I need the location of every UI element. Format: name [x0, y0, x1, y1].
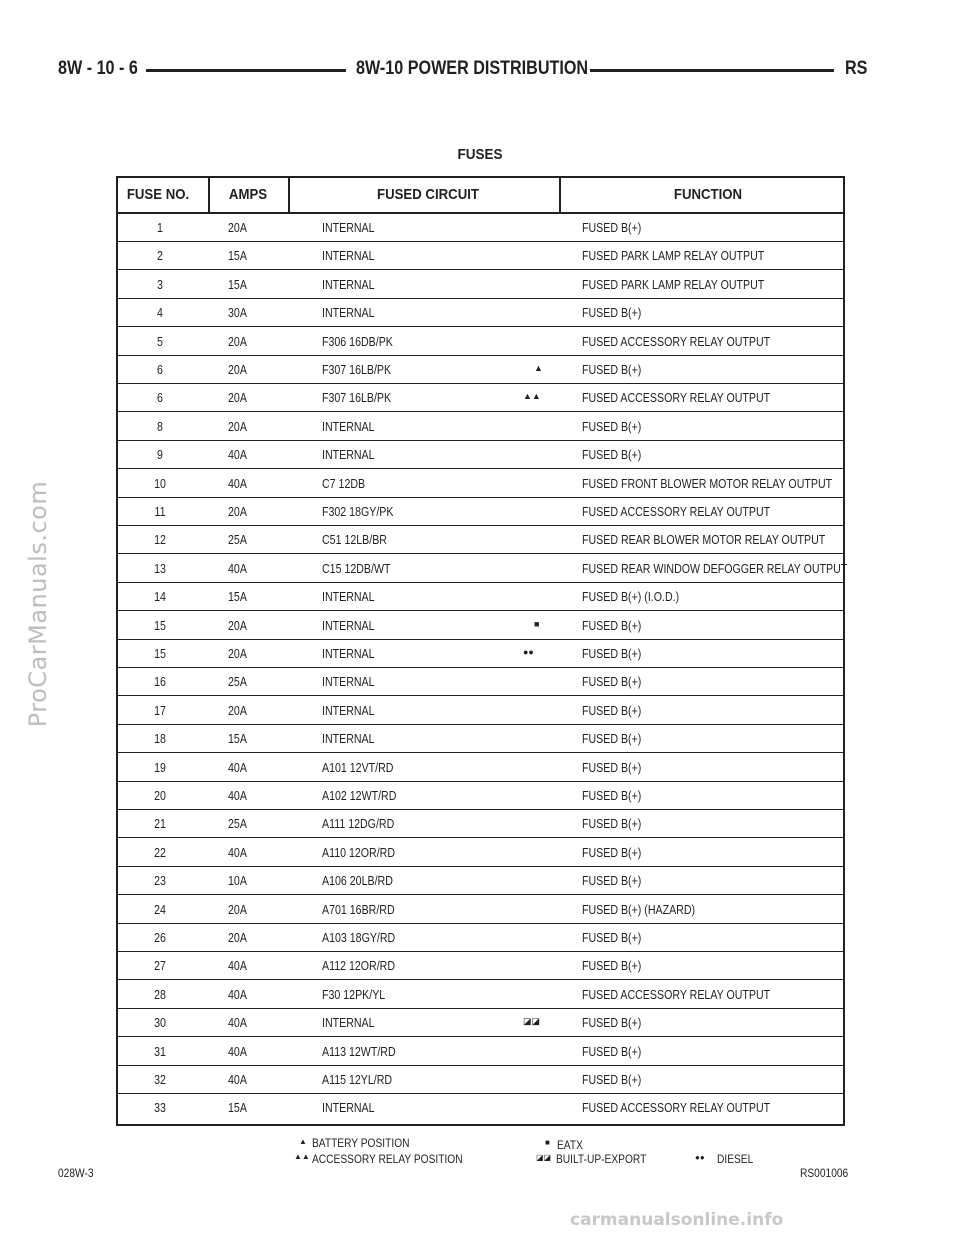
fused-circuit: INTERNAL	[322, 590, 375, 605]
built-up-export-symbol: ◪◪	[536, 1153, 552, 1162]
table-row	[118, 328, 843, 356]
table-row	[118, 1038, 843, 1066]
fused-circuit: F306 16DB/PK	[322, 334, 393, 349]
variant-marker-icon: ▲	[534, 363, 543, 373]
table-row	[118, 839, 843, 867]
table-row	[118, 924, 843, 952]
table-title: FUSES	[457, 146, 503, 163]
fuse-number: 6	[157, 363, 163, 377]
table-header	[118, 178, 843, 214]
fuse-amperage: 20A	[228, 931, 247, 945]
fused-circuit: A106 20LB/RD	[322, 874, 393, 889]
fuse-number: 18	[154, 732, 166, 747]
side-watermark	[18, 480, 58, 740]
header-divider	[288, 178, 290, 212]
fuse-number: 15	[154, 618, 166, 633]
fused-circuit: A102 12WT/RD	[322, 789, 397, 803]
header-divider	[208, 178, 210, 212]
fuse-number: 1	[157, 221, 163, 235]
fuse-amperage: 40A	[228, 561, 247, 576]
fused-circuit: INTERNAL	[322, 249, 375, 264]
fuse-amperage: 20A	[228, 618, 247, 633]
fuse-function: FUSED B(+) (HAZARD)	[582, 902, 696, 917]
fuse-function: FUSED B(+)	[582, 1016, 642, 1031]
eatx-symbol: ■	[545, 1138, 550, 1147]
legend-eatx: EATX	[557, 1138, 583, 1152]
fuse-function: FUSED B(+)	[582, 1044, 642, 1059]
column-header-function: FUNCTION	[673, 186, 743, 203]
fuse-amperage: 15A	[228, 277, 247, 292]
fuse-amperage: 20A	[228, 419, 247, 434]
fuse-function: FUSED B(+)	[582, 845, 642, 860]
fuse-function: FUSED B(+)	[582, 363, 642, 377]
fuse-function: FUSED B(+)	[582, 817, 642, 832]
table-row	[118, 583, 843, 611]
fuse-number: 14	[154, 590, 166, 605]
fuse-function: FUSED B(+)	[582, 419, 642, 434]
fuse-function: FUSED B(+)	[582, 221, 642, 235]
fuse-amperage: 40A	[228, 1044, 247, 1059]
table-row	[118, 384, 843, 412]
fused-circuit: INTERNAL	[322, 1016, 375, 1031]
column-header-fuse-no: FUSE NO.	[126, 186, 190, 203]
fuse-amperage: 40A	[228, 760, 247, 775]
fused-circuit: A111 12DG/RD	[322, 817, 395, 832]
fused-circuit: F307 16LB/PK	[322, 363, 392, 377]
table-row	[118, 498, 843, 526]
variant-marker-icon: ■	[534, 618, 540, 629]
fuse-amperage: 20A	[228, 647, 247, 661]
table-row	[118, 810, 843, 838]
variant-marker-icon: ◪◪	[523, 1016, 541, 1027]
fused-circuit: A110 12OR/RD	[322, 845, 396, 860]
fuse-function: FUSED B(+)	[582, 789, 642, 803]
fuse-amperage: 30A	[228, 306, 247, 321]
table-row	[118, 356, 843, 384]
fuse-amperage: 40A	[228, 987, 247, 1002]
table-row	[118, 1066, 843, 1094]
fused-circuit: INTERNAL	[322, 703, 375, 718]
fuse-number: 5	[157, 334, 163, 349]
table-row	[118, 668, 843, 696]
fuse-number: 27	[154, 959, 166, 974]
table-row	[118, 299, 843, 327]
fuse-function: FUSED B(+) (I.O.D.)	[582, 590, 680, 605]
fuse-amperage: 15A	[228, 249, 247, 264]
table-row	[118, 782, 843, 810]
fuse-function: FUSED ACCESSORY RELAY OUTPUT	[582, 391, 771, 406]
fuse-function: FUSED B(+)	[582, 931, 642, 945]
fuse-amperage: 25A	[228, 533, 247, 548]
table-row	[118, 441, 843, 469]
fuse-number: 6	[157, 391, 163, 406]
fuse-function: FUSED B(+)	[582, 703, 642, 718]
fuse-number: 9	[157, 448, 163, 463]
fuse-function: FUSED B(+)	[582, 1073, 642, 1087]
table-row	[118, 1094, 843, 1122]
fused-circuit: INTERNAL	[322, 1101, 375, 1116]
fused-circuit: INTERNAL	[322, 647, 375, 661]
fuse-function: FUSED B(+)	[582, 647, 642, 661]
fuse-amperage: 40A	[228, 789, 247, 803]
fuse-number: 33	[154, 1101, 166, 1116]
fused-circuit: INTERNAL	[322, 419, 375, 434]
fuse-number: 26	[154, 931, 166, 945]
table-row	[118, 271, 843, 299]
legend-diesel: DIESEL	[717, 1152, 754, 1166]
header-divider	[559, 178, 561, 212]
fuse-function: FUSED B(+)	[582, 874, 642, 889]
fuse-amperage: 15A	[228, 732, 247, 747]
fused-circuit: INTERNAL	[322, 277, 375, 292]
fuse-number: 4	[157, 306, 163, 321]
bottom-watermark: carmanualsonline.info	[570, 1210, 784, 1230]
fused-circuit: F302 18GY/PK	[322, 505, 394, 519]
fused-circuit: INTERNAL	[322, 732, 375, 747]
fuse-number: 31	[154, 1044, 166, 1059]
fused-circuit: A103 18GY/RD	[322, 931, 396, 945]
fuse-number: 10	[154, 476, 166, 491]
fuse-function: FUSED B(+)	[582, 306, 642, 321]
fuse-number: 32	[154, 1073, 166, 1087]
column-header-fused-circuit: FUSED CIRCUIT	[377, 186, 479, 203]
fuse-number: 21	[154, 817, 166, 832]
accessory-relay-symbol: ▲▲	[294, 1152, 310, 1161]
fused-circuit: F307 16LB/PK	[322, 391, 392, 406]
fused-circuit: C7 12DB	[322, 476, 366, 491]
fused-circuit: INTERNAL	[322, 618, 375, 633]
fused-circuit: INTERNAL	[322, 306, 375, 321]
fused-circuit: INTERNAL	[322, 675, 375, 690]
fuse-number: 12	[154, 533, 166, 548]
fuse-function: FUSED B(+)	[582, 732, 642, 747]
fuse-function: FUSED REAR WINDOW DEFOGGER RELAY OUTPUT	[582, 561, 848, 576]
fuse-number: 8	[157, 419, 163, 434]
fuse-function: FUSED ACCESSORY RELAY OUTPUT	[582, 1101, 771, 1116]
fuse-number: 13	[154, 561, 166, 576]
legend-accessory-relay-position: ACCESSORY RELAY POSITION	[312, 1152, 463, 1166]
table-row	[118, 470, 843, 498]
fused-circuit: A701 16BR/RD	[322, 902, 395, 917]
fuse-function: FUSED ACCESSORY RELAY OUTPUT	[582, 987, 771, 1002]
fuse-function: FUSED B(+)	[582, 448, 642, 463]
fuse-amperage: 20A	[228, 221, 247, 235]
table-row	[118, 214, 843, 242]
fuse-amperage: 20A	[228, 391, 247, 406]
fused-circuit: C51 12LB/BR	[322, 533, 387, 548]
fuse-number: 23	[154, 874, 166, 889]
fuse-function: FUSED B(+)	[582, 675, 642, 690]
fuse-number: 17	[154, 703, 166, 718]
fuse-function: FUSED B(+)	[582, 959, 642, 974]
fuse-function: FUSED ACCESSORY RELAY OUTPUT	[582, 334, 771, 349]
table-row	[118, 242, 843, 270]
fuse-amperage: 40A	[228, 845, 247, 860]
table-row	[118, 754, 843, 782]
fuse-amperage: 10A	[228, 874, 247, 889]
fuse-function: FUSED PARK LAMP RELAY OUTPUT	[582, 249, 765, 264]
fuse-amperage: 40A	[228, 476, 247, 491]
battery-position-symbol: ▲	[299, 1137, 307, 1146]
reference-code: RS001006	[800, 1166, 849, 1180]
fused-circuit: INTERNAL	[322, 448, 375, 463]
fused-circuit: A101 12VT/RD	[322, 760, 394, 775]
fused-circuit: INTERNAL	[322, 221, 375, 235]
table-row	[118, 981, 843, 1009]
fuse-number: 19	[154, 760, 166, 775]
table-row	[118, 555, 848, 583]
variant-marker-icon: ▲▲	[523, 391, 541, 402]
fuse-function: FUSED PARK LAMP RELAY OUTPUT	[582, 277, 765, 292]
table-row	[118, 526, 843, 554]
fuse-amperage: 25A	[228, 817, 247, 832]
fused-circuit: A112 12OR/RD	[322, 959, 396, 974]
fuse-number: 3	[157, 277, 163, 292]
fuse-number: 11	[154, 505, 166, 519]
fuse-amperage: 40A	[228, 959, 247, 974]
fuse-amperage: 20A	[228, 334, 247, 349]
fuse-amperage: 40A	[228, 448, 247, 463]
fuse-function: FUSED REAR BLOWER MOTOR RELAY OUTPUT	[582, 533, 826, 548]
legend-built-up-export: BUILT-UP-EXPORT	[556, 1152, 647, 1166]
page-header	[0, 58, 960, 84]
fuse-table	[116, 176, 848, 1126]
fuse-function: FUSED B(+)	[582, 760, 642, 775]
fuse-amperage: 20A	[228, 703, 247, 718]
side-watermark-text: ProCarManuals.com	[24, 480, 52, 728]
table-row	[118, 413, 843, 441]
fuse-number: 24	[154, 902, 166, 917]
column-header-amps: AMPS	[228, 186, 268, 203]
page-reference: 8W - 10 - 6	[58, 58, 138, 79]
fuse-amperage: 25A	[228, 675, 247, 690]
table-row	[118, 697, 843, 725]
fuse-number: 28	[154, 987, 166, 1002]
model-code: RS	[845, 58, 868, 79]
header-rule-right	[590, 69, 834, 72]
fuse-function: FUSED ACCESSORY RELAY OUTPUT	[582, 505, 771, 519]
header-rule-left	[146, 69, 346, 72]
fuse-number: 15	[154, 647, 166, 661]
fused-circuit: A115 12YL/RD	[322, 1073, 393, 1087]
fuse-number: 22	[154, 845, 166, 860]
fuse-amperage: 15A	[228, 1101, 247, 1116]
fused-circuit: C15 12DB/WT	[322, 561, 391, 576]
variant-marker-icon: ●●	[523, 647, 534, 657]
section-title: 8W-10 POWER DISTRIBUTION	[356, 58, 589, 79]
fuse-amperage: 20A	[228, 902, 247, 917]
table-row	[118, 640, 843, 668]
fuse-amperage: 40A	[228, 1016, 247, 1031]
table-row	[118, 896, 843, 924]
fuse-function: FUSED B(+)	[582, 618, 642, 633]
fuse-number: 16	[154, 675, 166, 690]
figure-code: 028W-3	[58, 1166, 94, 1180]
legend-battery-position: BATTERY POSITION	[312, 1136, 410, 1150]
table-row	[118, 952, 843, 980]
fused-circuit: F30 12PK/YL	[322, 987, 386, 1002]
fuse-amperage: 15A	[228, 590, 247, 605]
table-row	[118, 725, 843, 753]
diesel-symbol: ●●	[695, 1153, 705, 1162]
fused-circuit: A113 12WT/RD	[322, 1044, 396, 1059]
fuse-number: 2	[157, 249, 163, 264]
fuse-number: 20	[154, 789, 166, 803]
fuse-amperage: 40A	[228, 1073, 247, 1087]
fuse-number: 30	[154, 1016, 166, 1031]
table-row	[118, 867, 843, 895]
table-row	[118, 612, 843, 640]
fuse-amperage: 20A	[228, 505, 247, 519]
fuse-function: FUSED FRONT BLOWER MOTOR RELAY OUTPUT	[582, 476, 833, 491]
fuse-amperage: 20A	[228, 363, 247, 377]
table-row	[118, 1009, 843, 1037]
